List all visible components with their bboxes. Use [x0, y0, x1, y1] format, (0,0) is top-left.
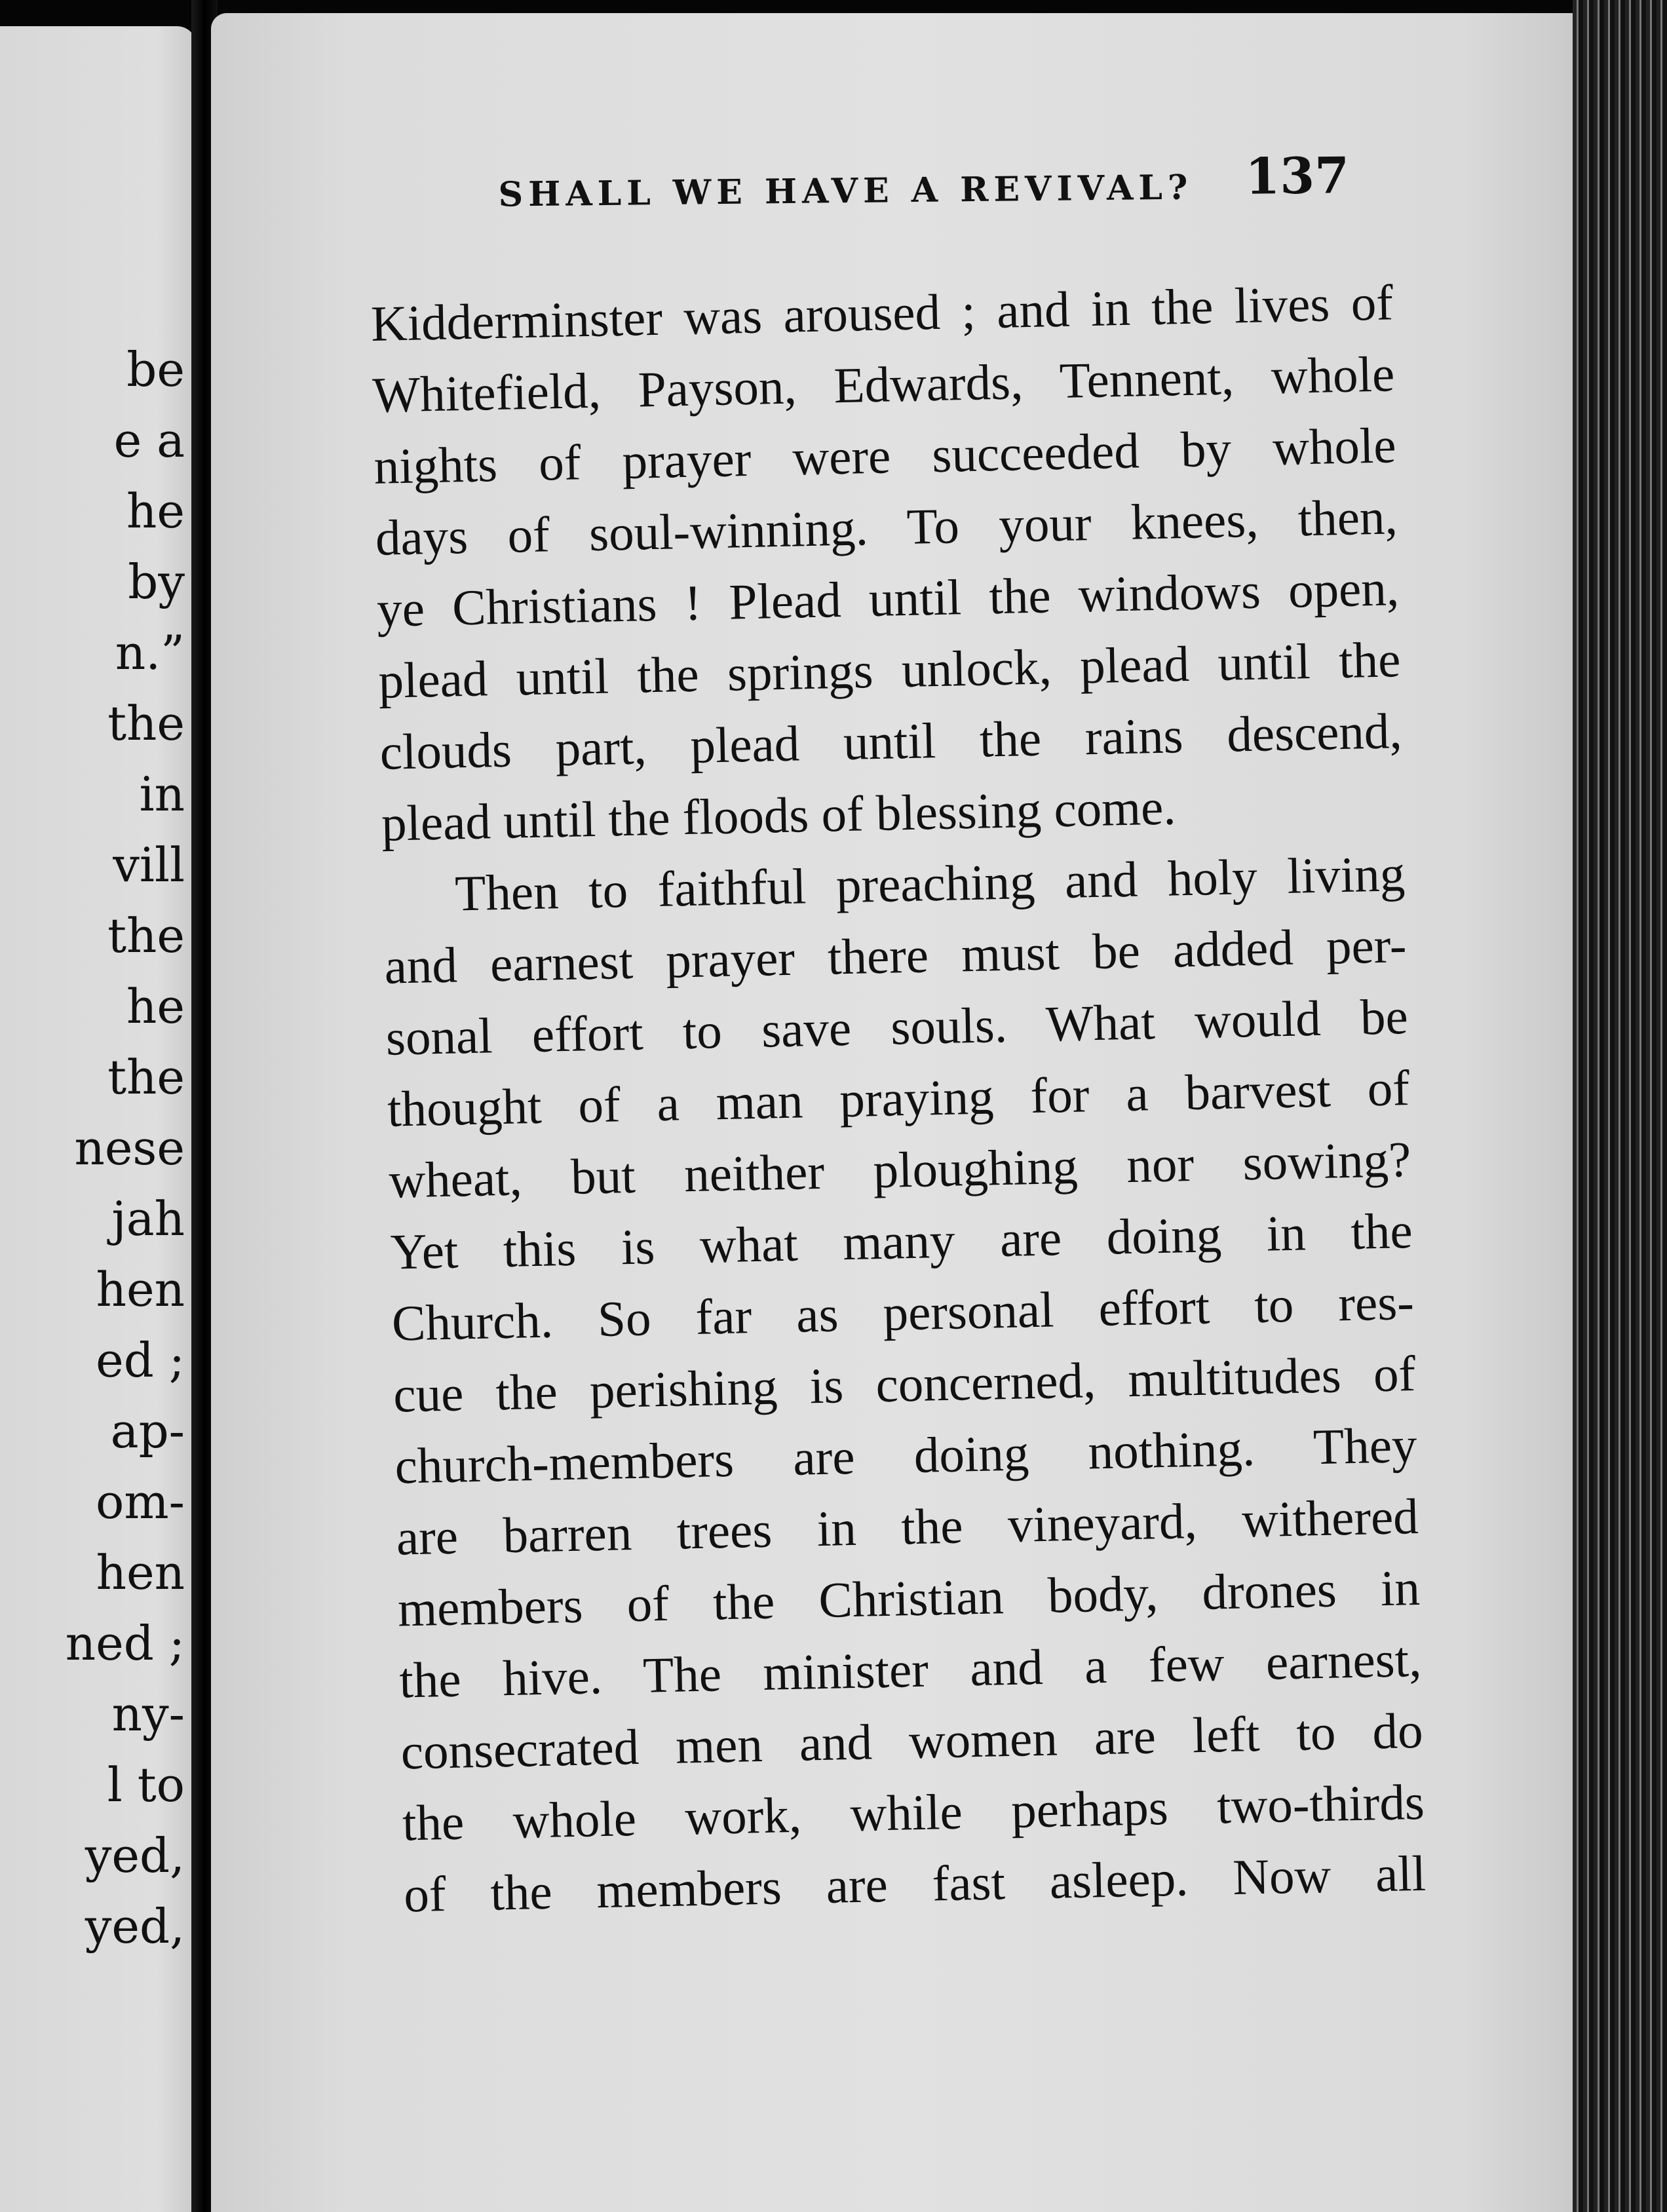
text-line: the hive. The minister and a few earnest, — [398, 1630, 1423, 1709]
previous-page-edge — [0, 26, 197, 2212]
previous-page-line: in — [139, 767, 185, 822]
previous-page-line: e a — [113, 413, 185, 468]
previous-page-line: jah — [111, 1191, 185, 1246]
text-line: church-members are doing nothing. They — [394, 1416, 1418, 1495]
text-line: days of soul-winning. To your knees, then, — [375, 488, 1398, 566]
body-text — [370, 267, 1427, 1930]
previous-page-line: l to — [107, 1757, 185, 1812]
text-line: sonal effort to save souls. What would be — [385, 988, 1409, 1066]
text-line: plead until the springs unlock, plead until the — [377, 631, 1402, 709]
previous-page-line: by — [128, 554, 185, 609]
previous-page-line: n.” — [115, 625, 185, 680]
running-head-title: SHALL WE HAVE A REVIVAL? — [498, 167, 1193, 215]
previous-page-text — [14, 334, 185, 1962]
paragraph-first-line: Then to faithful preaching and holy living — [454, 845, 1406, 922]
previous-page-line: ed ; — [96, 1333, 185, 1388]
previous-page-line: the — [107, 908, 185, 963]
text-line: members of the Christian body, drones in — [397, 1559, 1421, 1637]
text-line: are barren trees in the vineyard, withered — [396, 1487, 1419, 1566]
previous-page-line: be — [126, 342, 185, 397]
previous-page-line: yed, — [85, 1828, 185, 1883]
previous-page-line: om- — [96, 1474, 185, 1529]
previous-page-line: vill — [113, 837, 185, 892]
text-line: thought of a man praying for a barvest of — [387, 1059, 1410, 1137]
text-line: wheat, but neither ploughing nor sowing? — [388, 1131, 1412, 1209]
page-edges — [1573, 0, 1667, 2212]
text-line: cue the perishing is concerned, multitudes of — [393, 1344, 1416, 1423]
previous-page-line: nese — [74, 1120, 185, 1175]
previous-page-line: hen — [96, 1262, 185, 1317]
text-line: of the members are fast asleep. Now all — [403, 1844, 1427, 1923]
previous-page-line: hen — [96, 1545, 185, 1600]
previous-page-line: he — [126, 484, 185, 539]
page-number: 137 — [1244, 146, 1350, 206]
previous-page-line: yed, — [85, 1899, 185, 1954]
text-line: Kidderminster was aroused ; and in the lives of — [370, 274, 1394, 352]
previous-page-line: ny- — [111, 1687, 185, 1742]
text-line: plead until the floods of blessing come. — [381, 778, 1177, 852]
text-line: Whitefield, Payson, Edwards, Tennent, whole — [372, 345, 1395, 423]
previous-page-line: the — [107, 1050, 185, 1105]
text-line: Church. So far as personal effort to res- — [391, 1273, 1415, 1352]
text-line: nights of prayer were succeeded by whole — [373, 417, 1397, 495]
text-line: clouds part, plead until the rains descend, — [379, 702, 1403, 780]
text-line: ye Christians ! Plead until the windows open, — [376, 560, 1400, 638]
previous-page-line: ned ; — [65, 1616, 185, 1671]
previous-page-line: ap- — [110, 1403, 185, 1459]
previous-page-line: he — [126, 979, 185, 1034]
text-line: Yet this is what many are doing in the — [389, 1202, 1413, 1280]
text-line: and earnest prayer there must be added per- — [383, 917, 1408, 995]
previous-page-line: the — [107, 696, 185, 751]
text-line: the whole work, while perhaps two-thirds — [402, 1773, 1425, 1852]
text-line: consecrated men and women are left to do — [400, 1702, 1424, 1780]
